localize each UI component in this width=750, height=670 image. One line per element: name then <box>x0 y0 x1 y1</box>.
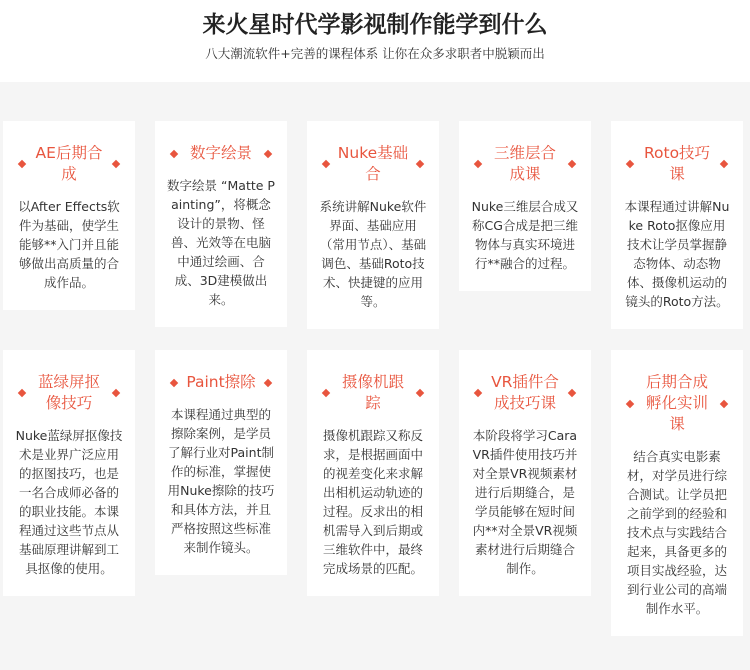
diamond-icon <box>112 389 120 397</box>
card-header <box>319 143 427 185</box>
diamond-icon <box>18 389 26 397</box>
diamond-icon <box>568 389 576 397</box>
card-description: 系统讲解Nuke软件界面、基础应用（常用节点）、基础调色、基础Roto技术、快捷键的应用等。 <box>319 199 427 309</box>
page-title: 来火星时代学影视制作能学到什么 <box>202 12 548 38</box>
diamond-icon <box>264 378 272 386</box>
diamond-icon <box>322 160 330 168</box>
course-card[interactable] <box>3 121 135 310</box>
course-row <box>3 121 750 329</box>
diamond-icon <box>170 149 178 157</box>
course-grid <box>0 82 750 670</box>
diamond-icon <box>720 399 728 407</box>
course-row <box>3 350 750 636</box>
card-description: 本课程通过典型的擦除案例，是学员了解行业对Paint制作的标准，掌握使用Nuke擦除的技巧和具体方法，并且严格按照这些标准来制作镜头。 <box>167 407 275 555</box>
diamond-icon <box>264 149 272 157</box>
card-title: 数字绘景 <box>189 144 252 162</box>
diamond-icon <box>170 378 178 386</box>
card-title: 蓝绿屏抠像技巧 <box>37 373 100 412</box>
diamond-icon <box>322 389 330 397</box>
page-subtitle: 八大潮流软件+完善的课程体系 让你在众多求职者中脱颖而出 <box>205 46 545 61</box>
course-card[interactable] <box>611 121 743 329</box>
card-title: Roto技巧课 <box>643 144 711 183</box>
card-header <box>623 143 731 185</box>
course-card[interactable] <box>155 350 287 575</box>
card-description: 以After Effects软件为基础，使学生能够**入门并且能够做出高质量的合成作品。 <box>18 199 120 290</box>
diamond-icon <box>18 160 26 168</box>
course-card[interactable] <box>611 350 743 636</box>
card-title: 三维层合成课 <box>493 144 556 183</box>
diamond-icon <box>416 160 424 168</box>
diamond-icon <box>416 389 424 397</box>
card-title: 摄像机跟踪 <box>341 373 404 412</box>
header <box>0 0 750 82</box>
card-title: Paint擦除 <box>186 373 256 391</box>
card-header <box>167 372 275 393</box>
course-card[interactable] <box>307 121 439 329</box>
card-description: 摄像机跟踪又称反求，是根据画面中的视差变化来求解出相机运动轨迹的过程。反求出的相机需导入到后期或三维软件中，最终完成场景的匹配。 <box>322 428 423 576</box>
diamond-icon <box>720 160 728 168</box>
card-title: Nuke基础合 <box>337 144 409 183</box>
course-card[interactable] <box>307 350 439 596</box>
card-description: Nuke蓝绿屏抠像技术是业界广泛应用的抠图技巧，也是一名合成师必备的的职业技能。本课程通过这些节点从基础原理讲解到工具抠像的使用。 <box>15 428 123 576</box>
card-header <box>319 372 427 414</box>
diamond-icon <box>626 399 634 407</box>
course-card[interactable] <box>459 350 591 596</box>
course-card[interactable] <box>155 121 287 327</box>
card-description: 数字绘景 “Matte Painting”，将概念设计的景物、怪兽、光效等在电脑中通过绘画、合成、3D建模做出来。 <box>167 178 275 307</box>
card-header <box>15 143 123 185</box>
card-description: Nuke三维层合成又称CG合成是把三维物体与真实环境进行**融合的过程。 <box>471 199 579 271</box>
card-title: VR插件合成技巧课 <box>491 373 559 412</box>
card-header <box>15 372 123 414</box>
card-description: 本课程通过讲解Nuke Roto抠像应用技术让学员掌握静态物体、动态物体、摄像机运动的镜头的Roto方法。 <box>624 199 730 309</box>
diamond-icon <box>568 160 576 168</box>
card-description: 本阶段将学习Cara VR插件使用技巧并对全景VR视频素材进行后期缝合，是学员能够在短时间内**对全景VR视频素材进行后期缝合制作。 <box>472 428 578 576</box>
card-title: AE后期合成 <box>35 144 103 183</box>
course-card[interactable] <box>459 121 591 291</box>
card-description: 结合真实电影素材，对学员进行综合测试。让学员把之前学到的经验和技术点与实践结合起来，具备更多的项目实战经验，达到行业公司的高端制作水平。 <box>626 449 727 616</box>
card-header <box>167 143 275 164</box>
diamond-icon <box>626 160 634 168</box>
diamond-icon <box>112 160 120 168</box>
card-header <box>623 372 731 435</box>
card-header <box>471 372 579 414</box>
diamond-icon <box>474 160 482 168</box>
card-title: 后期合成孵化实训课 <box>645 373 708 433</box>
card-header <box>471 143 579 185</box>
diamond-icon <box>474 389 482 397</box>
course-card[interactable] <box>3 350 135 596</box>
